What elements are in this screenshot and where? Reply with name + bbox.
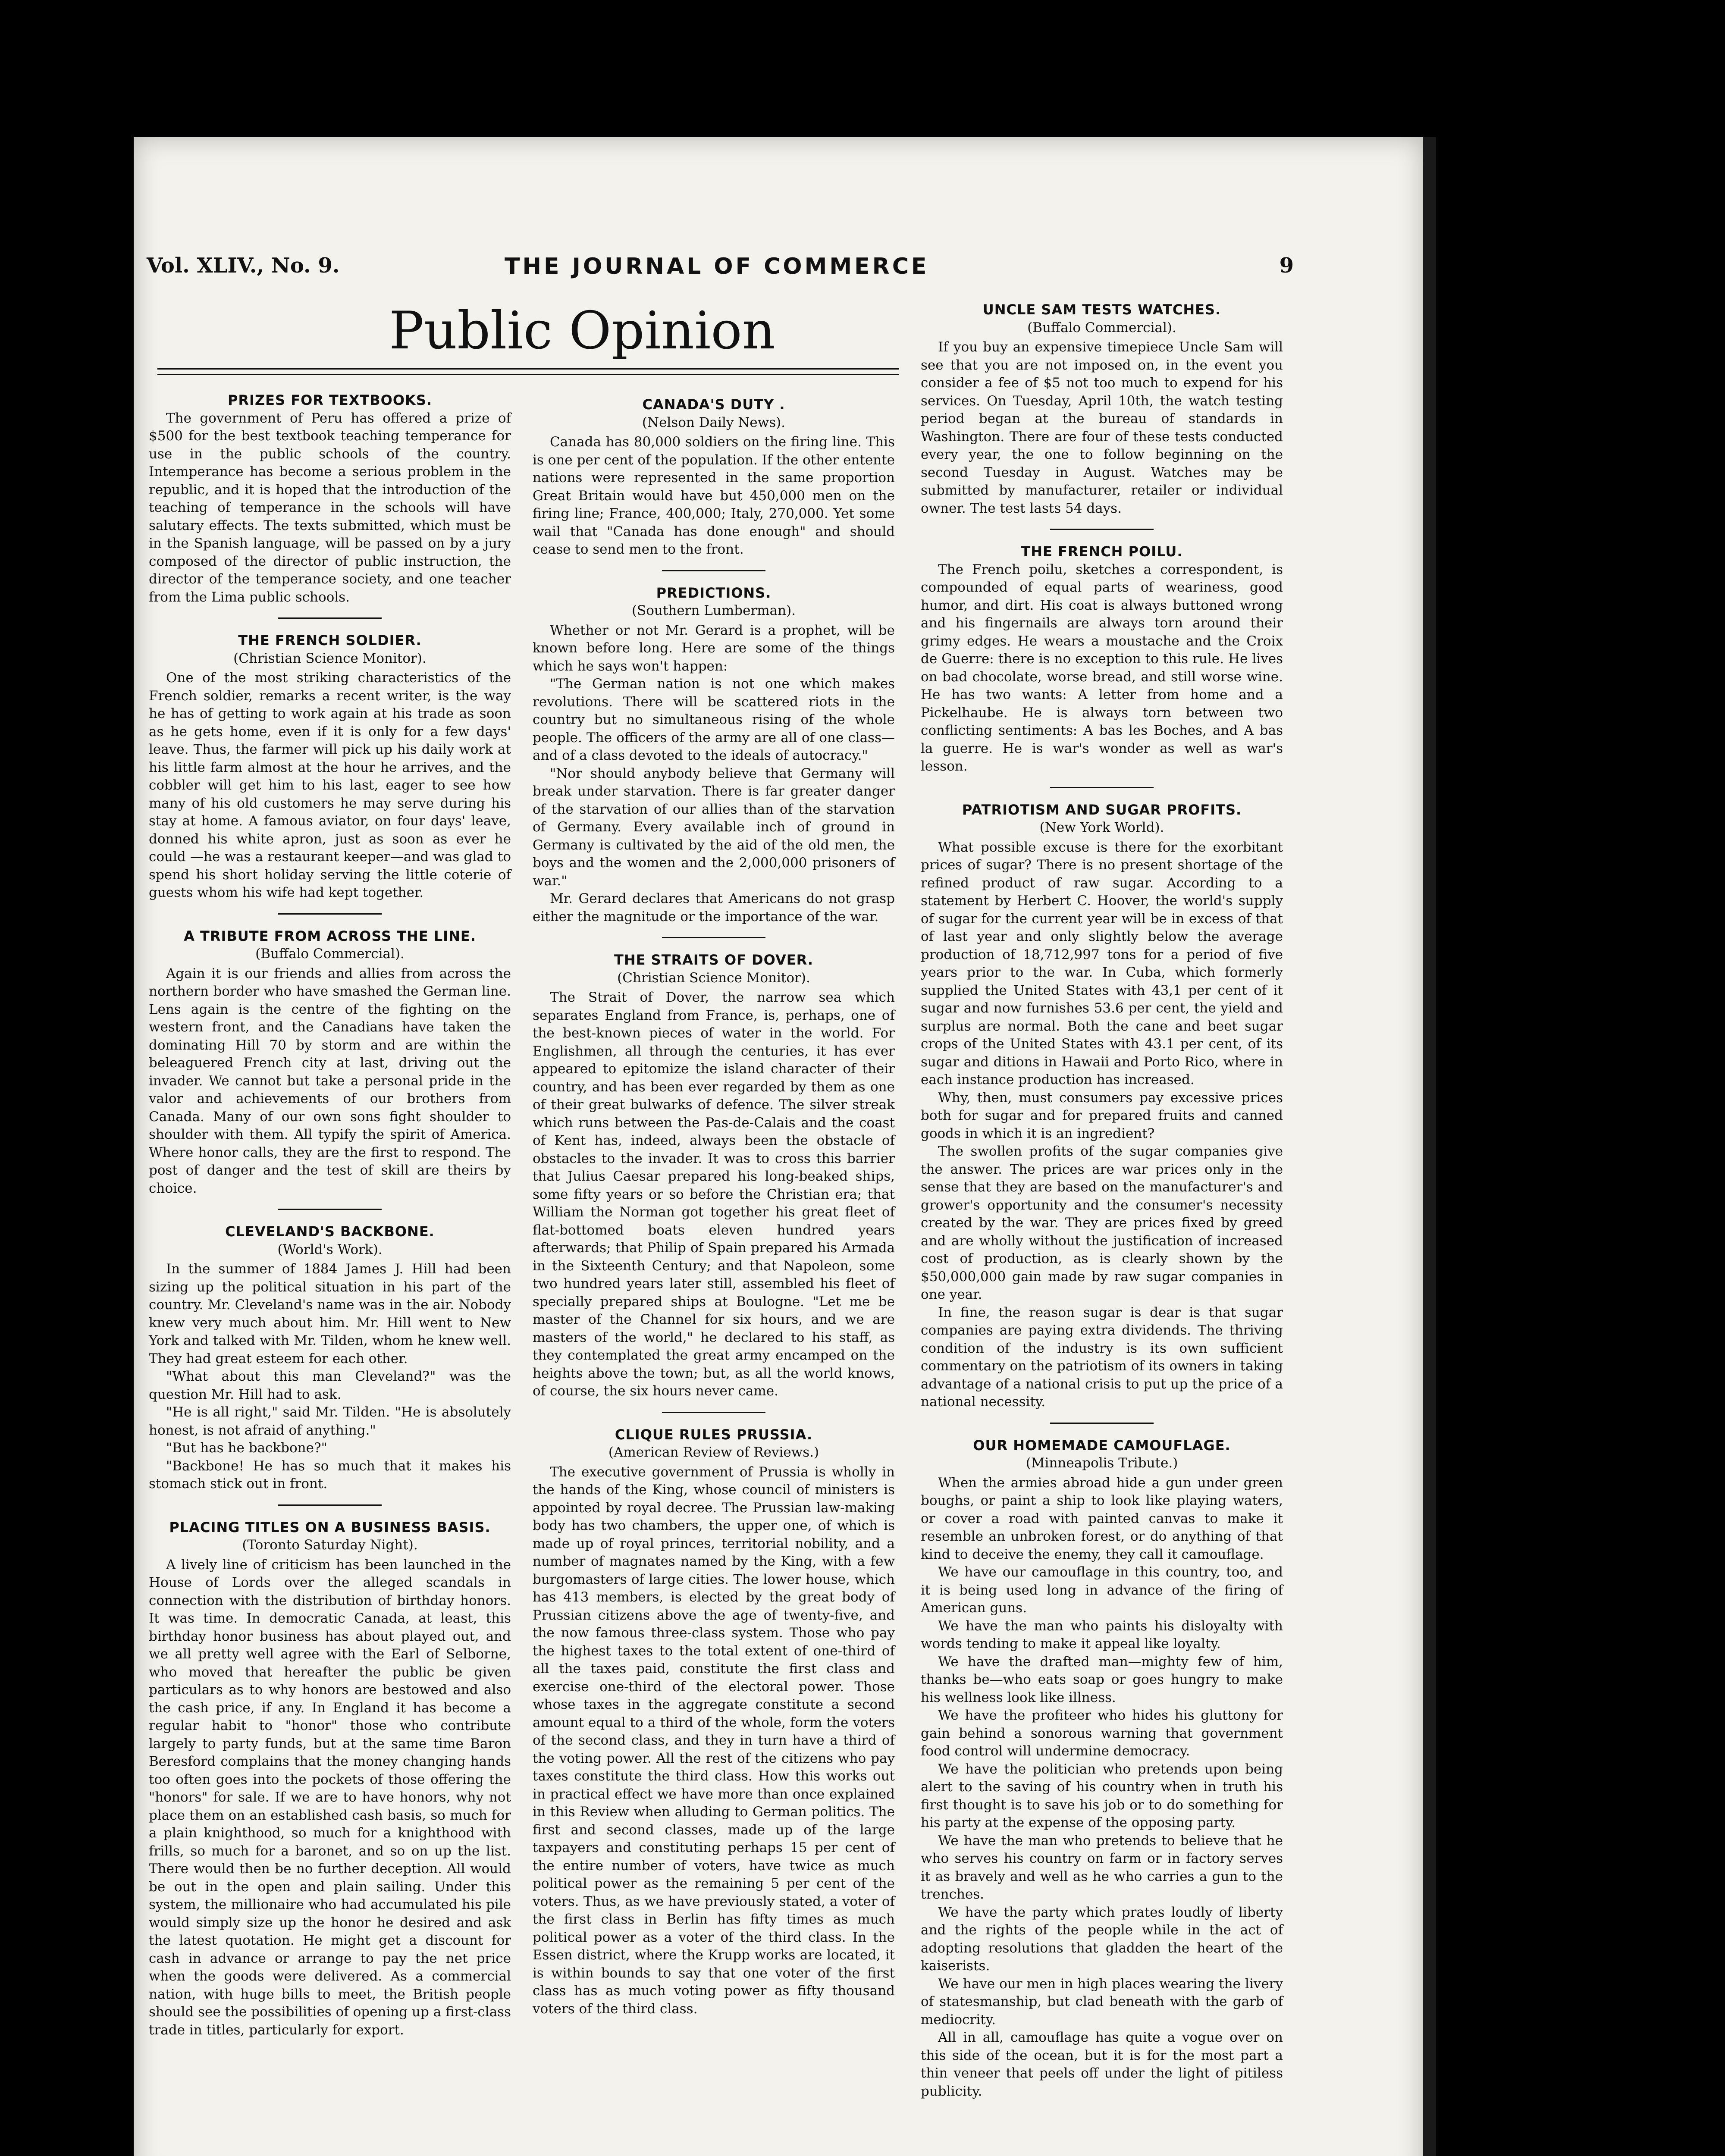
article-paragraph: A lively line of criticism has been launched in the House of Lords over the alleged scandals in connection with the distribution of birthday honors. It was time. In democratic Canada, at least, this birthday honor business has about played out, and we all pretty well agree with the Earl of Selborne, who moved that hereafter the public be given particulars as to why honors are bestowed and also the cash price, if any. In England it has become a regular habit to "honor" those who contribute largely to party funds, but at the same time Baron Beresford complains that the money changing hands too often goes into the pockets of those offering the "honors" for sale. If we are to have honors, why not place them on an established cash basis, so much for a plain knighthood, so much for a knighthood with frills, so much for a baronet, and so on up the list. There would then be no further deception. All would be out in the open and plain sailing. Under this system, the millionaire who had accumulated his pile would simply size up the honor he desired and ask the latest quotation. He might get a discount for cash in advance or arrange to pay the net price when the goods were delivered. As a commercial nation, with huge bills to meet, the British people should see the possibilities of opening up a first-class trade in titles, particularly for export. [149, 1557, 511, 2038]
article-paragraph: We have the politician who pretends upon being alert to the saving of his country when in truth his first thought is to save his job or to do something for his party at the expense of the opposing party. [921, 1761, 1283, 1830]
article-headline: A TRIBUTE FROM ACROSS THE LINE. [184, 928, 476, 944]
article-paragraph: We have the drafted man—mighty few of him, thanks be—who eats soap or goes hungry to make his wellness look like illness. [921, 1654, 1283, 1705]
article [533, 584, 895, 926]
article-paragraph: "But has he backbone?" [166, 1440, 327, 1456]
article-paragraph: We have our men in high places wearing the livery of statesmanship, but clad beneath with the garb of mediocrity. [921, 1976, 1283, 2028]
article [533, 396, 895, 559]
article-paragraph: Again it is our friends and allies from across the northern border who have smashed the German line. Lens again is the centre of the fighting on the western front, and the Canadians have taken the dominating Hill 70 by storm and are within the beleaguered French city at last, driving out the invader. We cannot but take a personal pride in the valor and achievements of our brothers from Canada. Many of our own sons fight shoulder to shoulder with them. All typify the spirit of America. Where honor calls, they are the first to respond. The post of danger and the test of skill are theirs by choice. [149, 965, 511, 1196]
volume-number: Vol. XLIV., No. 9. [147, 254, 340, 278]
article [149, 1223, 511, 1493]
article-paragraph: The executive government of Prussia is wholly in the hands of the King, whose council of ministers is appointed by royal decree. The Prussian law-making body has two chambers, the upper one, of which is made up of royal princes, territorial nobility, and a number of magnates named by the King, with a few burgomasters of large cities. The lower house, which has 413 members, is elected by the great body of Prussian citizens above the age of twenty-five, and the now famous three-class system. Those who pay the highest taxes to the total extent of one-third of all the taxes paid, constitute the first class and exercise one-third of the electoral power. Those whose taxes in the aggregate constitute a second amount equal to a third of the whole, form the voters of the second class, and they in turn have a third of the voting power. All the rest of the citizens who pay taxes constitute the third class. How this works out in practical effect we have more than once explained in this Review when alluding to German politics. The first and second classes, made up of the large taxpayers and constituting perhaps 15 per cent of the entire number of voters, have twice as much political power as the remaining 5 per cent of the voters. Thus, as we have previously stated, a voter of the first class in Berlin has fifty times as much political power as a voter of the third class. In the Essen district, where the Krupp works are located, it is within bounds to say that one voter of the first class has as much voting power as fifty thousand voters of the third class. [533, 1464, 895, 2017]
article-source: (World's Work). [277, 1241, 383, 1257]
article [921, 543, 1283, 776]
article-headline: THE FRENCH SOLDIER. [238, 632, 422, 649]
article-paragraph: When the armies abroad hide a gun under green boughs, or paint a ship to look like playing waters, or cover a road with painted canvas to make it resemble an unbroken forest, or do anything of that kind to deceive the enemy, they call it camouflage. [921, 1475, 1283, 1562]
article-paragraph: The French poilu, sketches a correspondent, is compounded of equal parts of weariness, good humor, and dirt. His coat is always buttoned wrong and his fingernails are always torn around their grimy edges. He wears a moustache and the Croix de Guerre: there is no exception to this rule. He lives on bad chocolate, worse bread, and still worse wine. He has two wants: A letter from home and a Pickelhaube. He is always torn between two conflicting sentiments: A bas les Boches, and A bas la guerre. He is war's wonder as well as war's lesson. [921, 561, 1283, 774]
article-separator [278, 617, 382, 619]
article [149, 632, 511, 902]
article-source: (American Review of Reviews.) [608, 1445, 819, 1460]
article-separator [1050, 1423, 1154, 1424]
article [921, 801, 1283, 1411]
article-source: (Toronto Saturday Night). [242, 1537, 418, 1553]
article [921, 1437, 1283, 2101]
article-headline: CLIQUE RULES PRUSSIA. [615, 1426, 813, 1443]
article-paragraph: Mr. Gerard declares that Americans do not grasp either the magnitude or the importance of the war. [533, 891, 895, 924]
article-paragraph: If you buy an expensive timepiece Uncle Sam will see that you are not imposed on, in the event you consider a fee of $5 not too much to expend for his services. On Tuesday, April 10th, the watch testing period began at the bureau of standards in Washington. There are four of these tests conducted every year, the one to follow beginning on the second Tuesday in August. Watches may be submitted by manufacturer, retailer or individual owner. The test lasts 54 days. [921, 339, 1283, 516]
column-3 [921, 301, 1283, 2110]
article-source: (Minneapolis Tribute.) [1026, 1455, 1178, 1471]
article-paragraph: All in all, camouflage has quite a vogue over on this side of the ocean, but it is for the most part a thin veneer that peels off under the light of pitiless publicity. [921, 2030, 1283, 2099]
section-masthead: Public Opinion [389, 301, 775, 361]
article-paragraph: The swollen profits of the sugar companies give the answer. The prices are war prices only in the sense that they are based on the manufacturer's and grower's opportunity and the consumer's necessity created by the war. They are prices fixed by greed and are wholly without the justification of increased cost of production, as is clearly shown by the $50,000,000 gain made by raw sugar companies in one year. [921, 1144, 1283, 1302]
article-headline: CLEVELAND'S BACKBONE. [225, 1223, 435, 1240]
article [533, 951, 895, 1401]
newspaper-page [134, 137, 1423, 2156]
article-separator [278, 1209, 382, 1210]
article [921, 301, 1283, 517]
article-headline: PATRIOTISM AND SUGAR PROFITS. [962, 801, 1242, 818]
article-paragraph: In the summer of 1884 James J. Hill had been sizing up the political situation in his part of the country. Mr. Cleveland's name was in the air. Nobody knew very much about him. Mr. Hill went to New York and talked with Mr. Tilden, whom he knew well. They had great esteem for each other. [149, 1261, 511, 1366]
article-separator [278, 913, 382, 915]
page-header [147, 254, 1294, 279]
article-headline: THE STRAITS OF DOVER. [614, 952, 813, 968]
article-paragraph: One of the most striking characteristics of the French soldier, remarks a recent writer, is the way he has of getting to work again at his trade as soon as he gets home, even if it is only for a few days' leave. Thus, the farmer will pick up his daily work at his little farm almost at the hour he arrives, and the cobbler will get him to his last, eager to see how many of his old customers he may serve during his stay at home. A famous aviator, on four days' leave, donned his white apron, just as soon as ever he could —he was a restaurant keeper—and was glad to spend his short holiday serving the little coterie of guests whom his wife had kept together. [149, 670, 511, 900]
masthead-rule [157, 368, 899, 375]
article-headline: PREDICTIONS. [656, 584, 772, 601]
article-paragraph: What possible excuse is there for the exorbitant prices of sugar? There is no present shortage of the refined product of raw sugar. According to a statement by Herbert C. Hoover, the world's supply of sugar for the current year will be in excess of that of last year and only slightly below the average production of 18,712,997 tons for a period of five years prior to the war. In Cuba, which formerly supplied the United States with 43,1 per cent of it sugar and now furnishes 53.6 per cent, the yield and surplus are normal. Both the cane and beet sugar crops of the United States with 43.1 per cent, of its sugar and ditions in Hawaii and Porto Rico, where in each instance production has increased. [921, 839, 1283, 1087]
article-paragraph: Why, then, must consumers pay excessive prices both for sugar and for prepared fruits and canned goods in which it is an ingredient? [921, 1090, 1283, 1141]
article-paragraph: In fine, the reason sugar is dear is that sugar companies are paying extra dividends. The thriving condition of the industry is its own sufficient commentary on the patriotism of its owners in taking advantage of a national crisis to put up the price of a national necessity. [921, 1304, 1283, 1410]
column-1 [149, 392, 511, 2049]
article-separator [278, 1504, 382, 1506]
article-paragraph: The Strait of Dover, the narrow sea which separates England from France, is, perhaps, one of the best-known pieces of water in the world. For Englishmen, all through the centuries, it has ever appeared to epitomize the island character of their country, and has been ever regarded by them as one of their great bulwarks of defence. The silver streak which runs between the Pas-de-Calais and the coast of Kent has, indeed, always been the obstacle of obstacles to the invader. It was to cross this barrier that Julius Caesar prepared his long-beaked ships, some fifty years or so before the Christian era; that William the Norman got together his great fleet of flat-bottomed boats eleven hundred years afterwards; that Philip of Spain prepared his Armada in the Sixteenth Century; and that Napoleon, some two hundred years later still, assembled his fleet of specially prepared ships at Boulogne. "Let me be master of the Channel for six hours, and we are masters of the world," he declared to his staff, as they contemplated the great army encamped on the heights above the town; but, as all the world knows, of course, the six hours never came. [533, 990, 895, 1399]
article-headline: THE FRENCH POILU. [1021, 543, 1183, 560]
article-paragraph: "What about this man Cleveland?" was the question Mr. Hill had to ask. [149, 1369, 511, 1402]
article-separator [662, 570, 765, 571]
article-paragraph: "The German nation is not one which makes revolutions. There will be scattered riots in the country but no simultaneous rising of the whole people. The officers of the army are all of one class—and of a class devoted to the ideals of autocracy." [533, 676, 895, 763]
article-paragraph: We have the profiteer who hides his gluttony for gain behind a sonorous warning that government food control will undermine democracy. [921, 1708, 1283, 1759]
article-paragraph: We have the man who pretends to believe that he who serves his country on farm or in factory serves it as bravely and well as he who carries a gun to the trenches. [921, 1833, 1283, 1902]
article-headline: PRIZES FOR TEXTBOOKS. [227, 392, 433, 408]
article-paragraph: We have the party which prates loudly of liberty and the rights of the people while in the act of adopting resolutions that gladden the heart of the kaiserists. [921, 1904, 1283, 1974]
article-paragraph: "Backbone! He has so much that it makes his stomach stick out in front. [149, 1458, 511, 1492]
article-separator [662, 937, 765, 938]
article-paragraph: We have our camouflage in this country, too, and it is being used long in advance of the firing of American guns. [921, 1564, 1283, 1616]
article [533, 1426, 895, 2018]
article [149, 928, 511, 1198]
article-headline: OUR HOMEMADE CAMOUFLAGE. [973, 1437, 1231, 1454]
article-paragraph: Whether or not Mr. Gerard is a prophet, will be known before long. Here are some of the things which he says won't happen: [533, 622, 895, 674]
article-paragraph: The government of Peru has offered a prize of $500 for the best textbook teaching temperance for use in the public schools of the country. Intemperance has become a serious problem in the republic, and it is hoped that the introduction of the teaching of temperance in the schools will have salutary effects. The texts submitted, which must be in the Spanish language, will be passed on by a jury composed of the director of public instruction, the director of the temperance society, and one teacher from the Lima public schools. [149, 410, 511, 605]
page-edge-shadow [1423, 137, 1436, 2156]
article-headline: PLACING TITLES ON A BUSINESS BASIS. [169, 1519, 491, 1536]
page-number: 9 [1279, 254, 1294, 278]
article-source: (Nelson Daily News). [642, 414, 786, 430]
article-headline: CANADA'S DUTY . [642, 396, 785, 413]
article-separator [662, 1412, 765, 1413]
article-source: (Christian Science Monitor). [617, 970, 810, 986]
article-separator [1050, 787, 1154, 788]
article [149, 1519, 511, 2040]
column-2 [533, 396, 895, 2028]
article-source: (Buffalo Commercial). [1027, 320, 1176, 335]
article-source: (Southern Lumberman). [631, 603, 796, 618]
journal-title: THE JOURNAL OF COMMERCE [505, 254, 929, 279]
article-headline: UNCLE SAM TESTS WATCHES. [982, 301, 1221, 318]
article-paragraph: "Nor should anybody believe that Germany will break under starvation. There is far greater danger of the starvation of our allies than of the starvation of Germany. Every available inch of ground in Germany is cultivated by the aid of the old men, the boys and the women and the 2,000,000 prisoners of war." [533, 765, 895, 889]
article-separator [1050, 529, 1154, 530]
article-source: (Christian Science Monitor). [233, 650, 427, 666]
article [149, 392, 511, 606]
article-paragraph: We have the man who paints his disloyalty with words tending to make it appeal like loyalty. [921, 1618, 1283, 1651]
article-paragraph: Canada has 80,000 soldiers on the firing line. This is one per cent of the population. If the other entente nations were represented in the same proportion Great Britain would have but 450,000 men on the firing line; France, 400,000; Italy, 270,000. Yet some wail that "Canada has done enough" and should cease to send men to the front. [533, 434, 895, 557]
article-source: (New York World). [1039, 820, 1164, 835]
article-source: (Buffalo Commercial). [255, 946, 405, 962]
article-paragraph: "He is all right," said Mr. Tilden. "He is absolutely honest, is not afraid of anything." [149, 1404, 511, 1438]
